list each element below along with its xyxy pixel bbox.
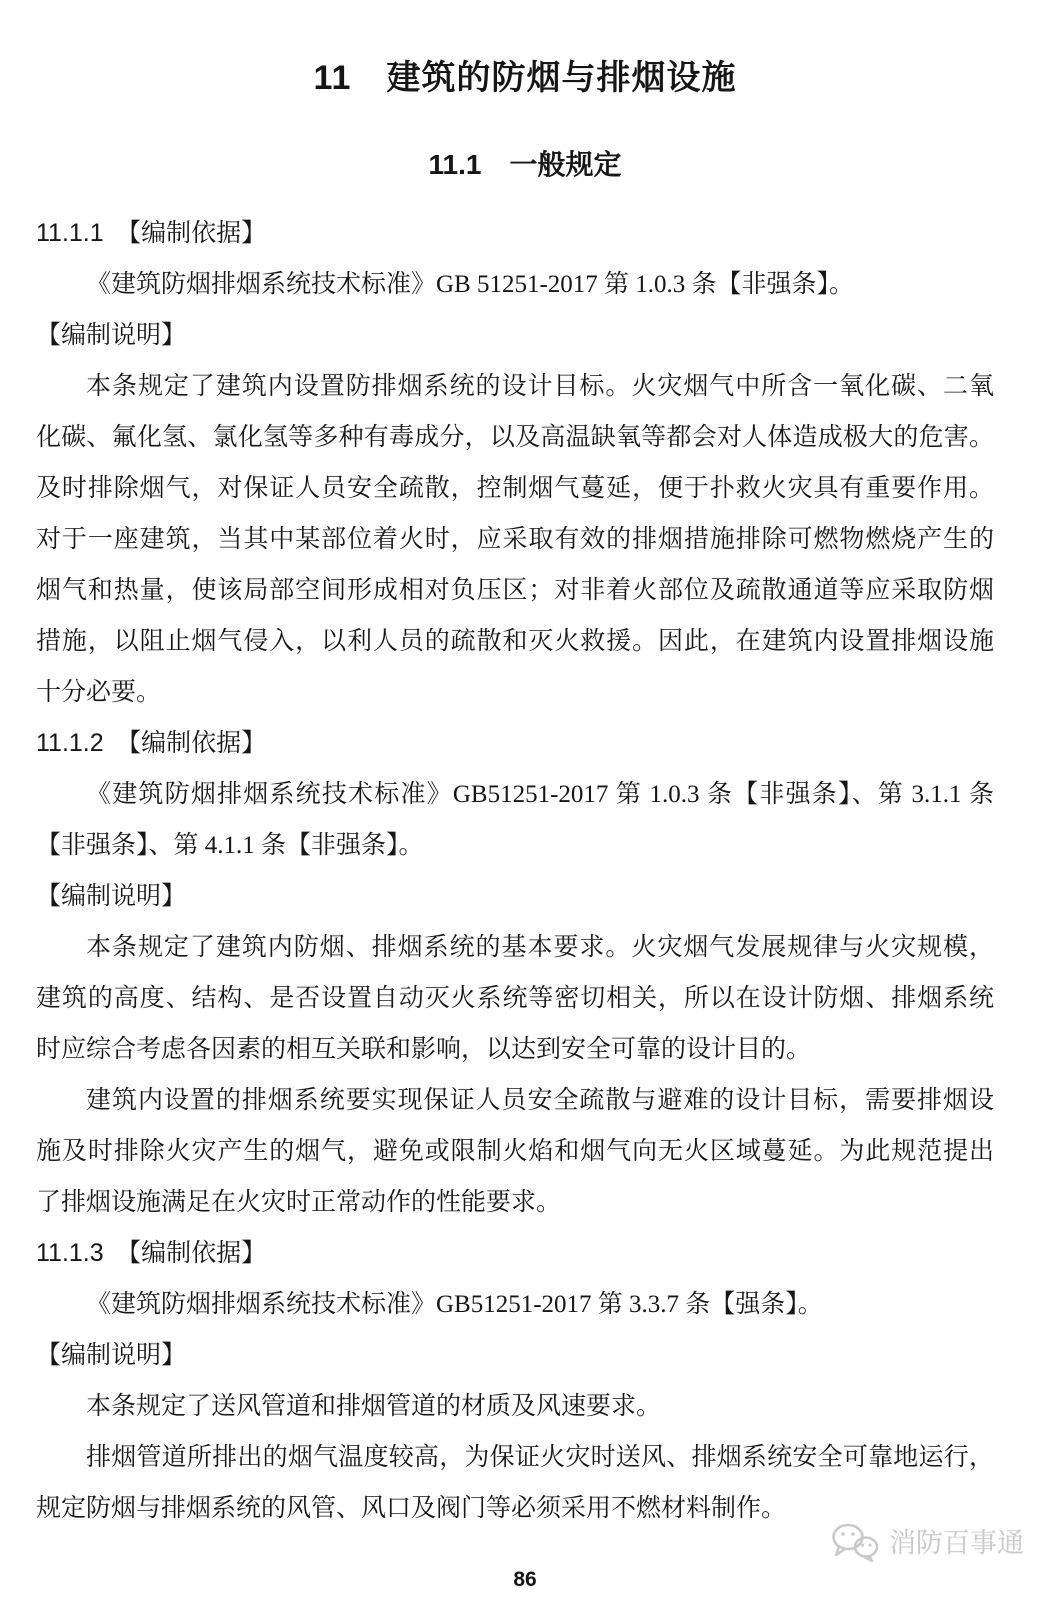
paragraph-line: 规定防烟与排烟系统的风管、风口及阀门等必须采用不燃材料制作。 — [36, 1495, 787, 1522]
paragraph-line: 排烟管道所排出的烟气温度较高，为保证火灾时送风、排烟系统安全可靠地运行， — [86, 1444, 994, 1471]
watermark-text: 消防百事通 — [889, 1528, 1024, 1558]
paragraph-line: 建筑内设置的排烟系统要实现保证人员安全疏散与避难的设计目标，需要排烟设 — [86, 1087, 994, 1114]
clause-heading-11-1-1: 11.1.1 【编制依据】 — [36, 219, 267, 247]
paragraph-line: 对于一座建筑，当其中某部位着火时，应采取有效的排烟措施排除可燃物燃烧产生的 — [36, 526, 994, 553]
clause-heading-11-1-3: 11.1.3 【编制依据】 — [36, 1239, 267, 1267]
basis-line: 《建筑防烟排烟系统技术标准》GB 51251-2017 第 1.0.3 条【非强条】。 — [86, 271, 855, 298]
paragraph-line: 烟气和热量，使该局部空间形成相对负压区；对非着火部位及疏散通道等应采取防烟 — [36, 577, 994, 604]
page-number: 86 — [513, 1568, 537, 1591]
section-title: 11.1 一般规定 — [428, 149, 622, 180]
paragraph-line: 措施，以阻止烟气侵入，以利人员的疏散和灭火救援。因此，在建筑内设置排烟设施 — [36, 628, 994, 655]
explanation-heading: 【编制说明】 — [36, 882, 187, 910]
paragraph-line: 施及时排除火灾产生的烟气，避免或限制火焰和烟气向无火区域蔓延。为此规范提出 — [36, 1138, 994, 1165]
paragraph-line: 十分必要。 — [36, 679, 162, 706]
explanation-heading: 【编制说明】 — [36, 321, 187, 349]
paragraph-line: 时应综合考虑各因素的相互关联和影响，以达到安全可靠的设计目的。 — [36, 1036, 812, 1063]
paragraph-line: 了排烟设施满足在火灾时正常动作的性能要求。 — [36, 1189, 562, 1216]
basis-line: 《建筑防烟排烟系统技术标准》GB51251-2017 第 1.0.3 条【非强条】、第 3.1.1 条 — [86, 781, 994, 808]
watermark — [829, 1522, 1024, 1564]
basis-line: 【非强条】、第 4.1.1 条【非强条】。 — [36, 832, 424, 859]
wechat-bubbles-icon — [829, 1522, 881, 1564]
chapter-title: 11 建筑的防烟与排烟设施 — [313, 59, 737, 97]
paragraph-line: 本条规定了送风管道和排烟管道的材质及风速要求。 — [86, 1393, 662, 1420]
basis-line: 《建筑防烟排烟系统技术标准》GB51251-2017 第 3.3.7 条【强条】。 — [86, 1291, 823, 1318]
document-body — [36, 208, 994, 1534]
paragraph-line: 本条规定了建筑内防烟、排烟系统的基本要求。火灾烟气发展规律与火灾规模， — [86, 934, 994, 961]
clause-heading-11-1-2: 11.1.2 【编制依据】 — [36, 729, 267, 757]
paragraph-line: 化碳、氟化氢、氯化氢等多种有毒成分，以及高温缺氧等都会对人体造成极大的危害。 — [36, 424, 994, 451]
paragraph-line: 本条规定了建筑内设置防排烟系统的设计目标。火灾烟气中所含一氧化碳、二氧 — [86, 373, 994, 400]
paragraph-line: 及时排除烟气，对保证人员安全疏散，控制烟气蔓延，便于扑救火灾具有重要作用。 — [36, 475, 994, 502]
explanation-heading: 【编制说明】 — [36, 1341, 187, 1369]
paragraph-line: 建筑的高度、结构、是否设置自动灭火系统等密切相关，所以在设计防烟、排烟系统 — [36, 985, 994, 1012]
